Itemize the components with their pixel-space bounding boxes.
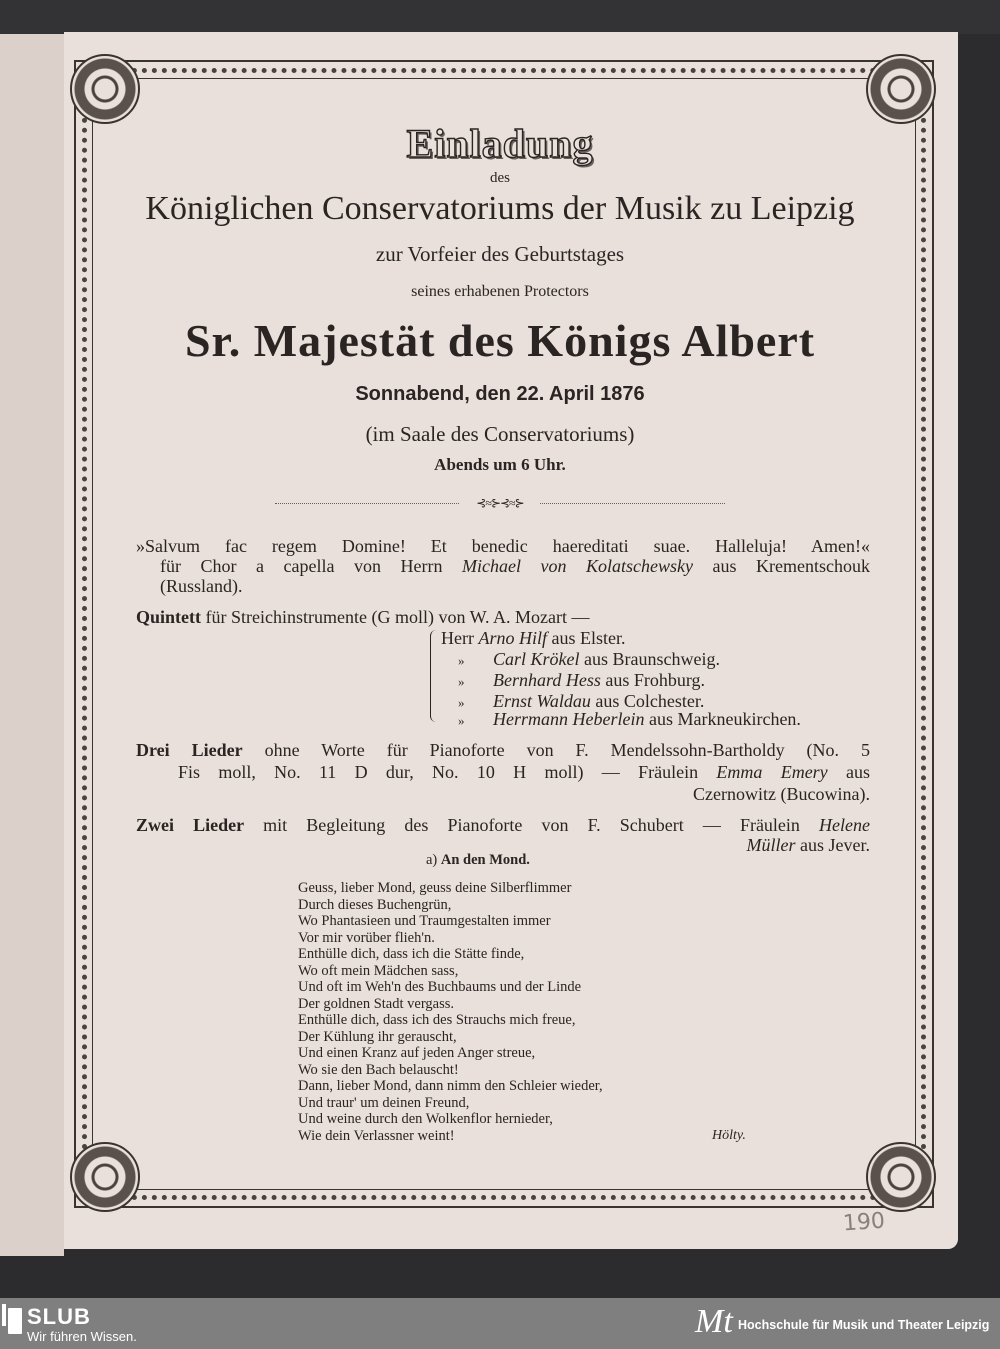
corner-ornament-icon	[866, 54, 936, 124]
event-time: Abends um 6 Uhr.	[434, 455, 566, 474]
hmt-logo-icon: Mt	[695, 1303, 733, 1340]
program-item-4-line-1: Zwei Lieder mit Begleitung des Pianoforte von F. Schubert — Fräulein Helene	[136, 815, 870, 835]
program-item-3-line-3: Czernowitz (Bucowina).	[693, 784, 870, 804]
corner-ornament-icon	[866, 1142, 936, 1212]
poem-line: Und weine durch den Wolkenflor hernieder,	[298, 1111, 553, 1127]
poem-line: Enthülle dich, dass ich des Strauchs mich freue,	[298, 1012, 576, 1028]
institution-name: Königlichen Conservatoriums der Musik zu Leipzig	[145, 190, 855, 227]
song-subtitle: a) An den Mond.	[426, 852, 530, 868]
separator-ornament: ⊰≈⊱⊰≈⊱	[460, 496, 540, 511]
hmt-name[interactable]: Hochschule für Musik und Theater Leipzig	[738, 1318, 990, 1332]
handwritten-page-number: 190	[842, 1208, 886, 1237]
poem-line: Durch dieses Buchengrün,	[298, 896, 452, 913]
brace	[430, 630, 439, 722]
poem-line: Der goldnen Stadt vergass.	[298, 995, 454, 1012]
program-item-3-line-2: Fis moll, No. 11 D dur, No. 10 H moll) — Fräulein Emma Emery aus	[178, 762, 870, 782]
event-venue: (im Saale des Conservatoriums)	[365, 422, 635, 446]
scanner-background-top	[0, 0, 1000, 34]
slub-book-icon	[8, 1308, 22, 1334]
performer: »Ernst Waldau aus Colchester.	[458, 691, 705, 711]
poem-line: Dann, lieber Mond, dann nimm den Schleier wieder,	[298, 1078, 603, 1094]
header-des: des	[490, 170, 510, 186]
occasion-text: zur Vorfeier des Geburtstages	[375, 242, 625, 266]
page-title: Einladung	[406, 121, 594, 166]
poem-line: Vor mir vorüber flieh'n.	[298, 929, 435, 946]
slub-tagline: Wir führen Wissen.	[27, 1329, 137, 1344]
program-item-4-line-2: Müller aus Jever.	[746, 835, 870, 855]
slub-logo-text[interactable]: SLUB	[27, 1304, 91, 1329]
poem-line: Geuss, lieber Mond, geuss deine Silberflimmer	[298, 880, 572, 896]
poem-line: Wo oft mein Mädchen sass,	[298, 962, 459, 979]
program-item-2: Quintett für Streichinstrumente (G moll) von W. A. Mozart —	[136, 607, 590, 627]
poem-line: Und einen Kranz auf jeden Anger streue,	[298, 1045, 536, 1061]
poem-author: Hölty.	[712, 1128, 746, 1143]
poem-line: Und traur' um deinen Freund,	[298, 1094, 470, 1111]
performer: »Herrmann Heberlein aus Markneukirchen.	[458, 709, 801, 729]
program-item-3-line-1: Drei Lieder ohne Worte für Pianoforte von F. Mendelssohn-Bartholdy (No. 5	[136, 740, 870, 760]
poem-line: Wo Phantasieen und Traumgestalten immer	[298, 913, 551, 929]
program-item-1-line-1: »Salvum fac regem Domine! Et benedic haereditati suae. Halleluja! Amen!«	[136, 536, 870, 556]
performer: »Bernhard Hess aus Frohburg.	[458, 670, 705, 690]
poem-line: Enthülle dich, dass ich die Stätte finde,	[298, 946, 525, 962]
poem-line: Der Kühlung ihr gerauscht,	[298, 1028, 457, 1045]
poem-line: Wie dein Verlassner weint!	[298, 1127, 455, 1144]
corner-ornament-icon	[70, 54, 140, 124]
program-item-1-line-3: (Russland).	[160, 576, 243, 596]
program-item-1-line-2: für Chor a capella von Herrn Michael von Kolatschewsky aus Krementschouk	[160, 556, 870, 576]
footer-bar	[0, 1298, 1000, 1349]
corner-ornament-icon	[70, 1142, 140, 1212]
poem-line: Wo sie den Bach belauscht!	[298, 1061, 459, 1078]
protector-text: seines erhabenen Protectors	[411, 283, 589, 300]
performer: »Carl Krökel aus Braunschweig.	[458, 649, 720, 669]
poem-line: Und oft im Weh'n des Buchbaums und der Linde	[298, 979, 582, 995]
performer: Herr Arno Hilf aus Elster.	[441, 628, 626, 648]
event-date: Sonnabend, den 22. April 1876	[355, 383, 645, 405]
king-name: Sr. Majestät des Königs Albert	[184, 315, 816, 366]
